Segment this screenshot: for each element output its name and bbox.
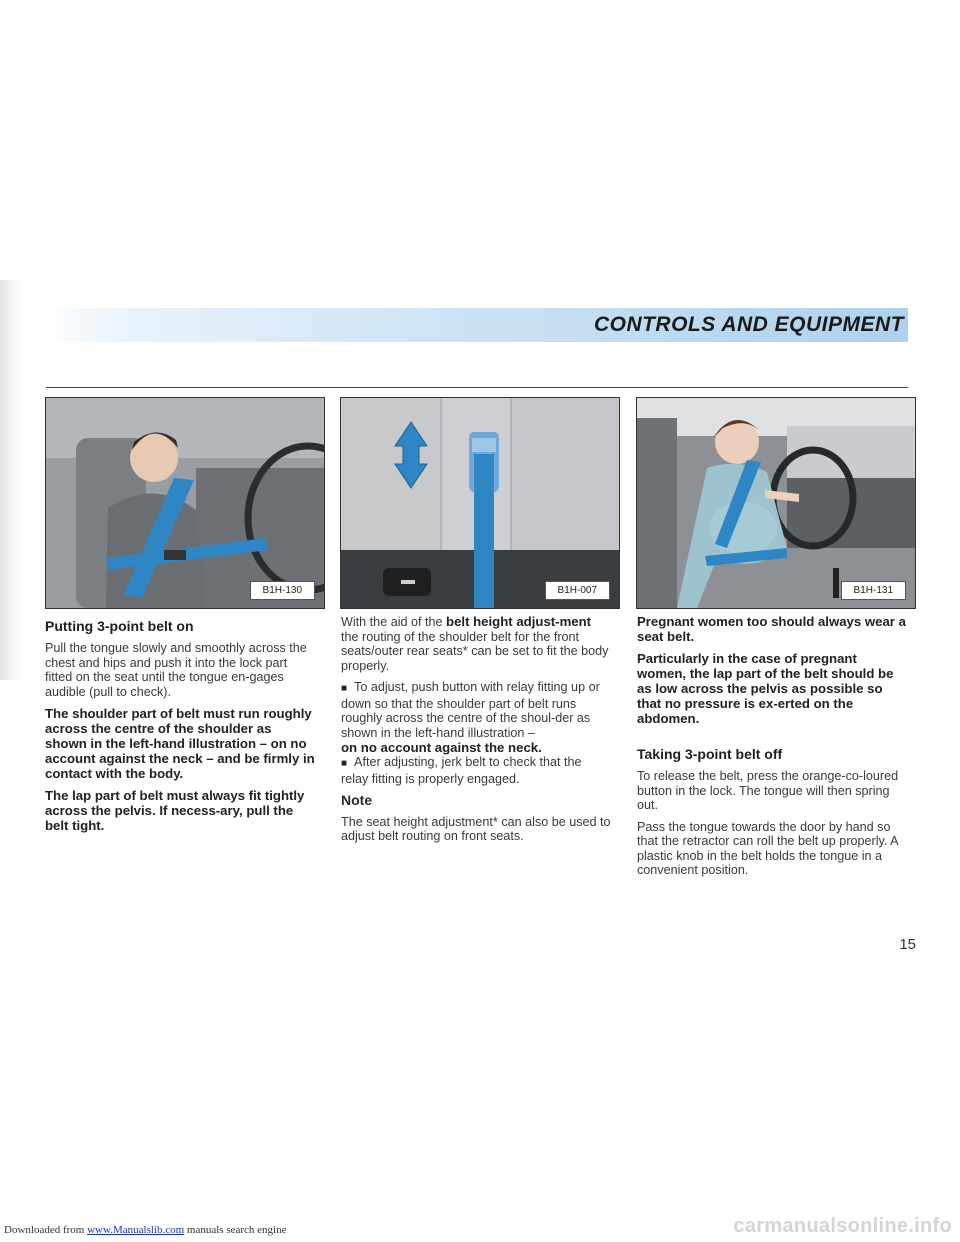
heading-pregnant-women: Pregnant women too should always wear a seat belt.: [637, 614, 906, 644]
column-belt-height: [341, 614, 611, 851]
pregnant-driver-illustration-icon: [637, 398, 915, 608]
column-pregnant-women: [637, 614, 907, 885]
figure-seat-belt: [45, 397, 325, 609]
page-number: 15: [899, 936, 916, 953]
body-release-belt: To release the belt, press the orange-co-loured button in the lock. The tongue will then spring out.: [637, 769, 899, 812]
bullet-square-icon: [341, 680, 354, 694]
warning-lap-belt: The lap part of belt must always fit tightly across the pelvis. If necess-ary, pull the belt tight.: [45, 788, 305, 833]
note-heading: Note: [341, 792, 373, 808]
heading-taking-belt-off: Taking 3-point belt off: [637, 746, 783, 762]
warning-pregnant-lap-belt: Particularly in the case of pregnant women, the lap part of the belt should be as low across the pelvis as possible so that no pressure is ex-erted on the abdomen.: [637, 651, 894, 726]
intro-text-post: the routing of the shoulder belt for the front seats/outer rear seats* can be set to fit the body properly.: [341, 629, 609, 673]
intro-text-pre: With the aid of the: [341, 615, 447, 629]
figure-label: B1H-131: [841, 581, 906, 600]
figure-label: B1H-007: [545, 581, 610, 600]
intro-belt-height: [341, 614, 611, 673]
bullet-adjust: [341, 680, 611, 786]
warning-shoulder-belt: The shoulder part of belt must run roughly across the centre of the shoulder as shown in the left-hand illustration – on no account against the neck – and be firmly in contact with the body.: [45, 706, 315, 781]
manualslib-link[interactable]: www.Manualslib.com: [87, 1224, 185, 1236]
body-pass-tongue: Pass the tongue towards the door by hand so that the retractor can roll the belt up properly. A plastic knob in the belt holds the tongue in a convenient position.: [637, 819, 898, 877]
bullet-square-icon: [341, 755, 354, 769]
bullet-check-text: After adjusting, jerk belt to check that the relay fitting is properly engaged.: [341, 755, 582, 786]
download-footer: [4, 1224, 286, 1236]
figure-label: B1H-130: [250, 581, 315, 600]
bullet-adjust-text: To adjust, push button with relay fitting up or down so that the shoulder part of belt runs roughly across the centre of the shoul-der as shown in the left-hand illustration –: [341, 680, 600, 740]
footer-prefix: Downloaded from: [4, 1224, 88, 1236]
header-rule: [46, 387, 908, 388]
watermark: carmanualsonline.info: [733, 1215, 952, 1237]
bullet-adjust-warning: on no account against the neck.: [341, 740, 542, 755]
figure-belt-height: [340, 397, 620, 609]
belt-height-adjuster-illustration-icon: [341, 398, 619, 608]
intro-text-bold: belt height adjust-ment: [446, 614, 592, 629]
footer-suffix: manuals search engine: [184, 1224, 287, 1236]
column-putting-belt-on: [45, 618, 315, 840]
figure-pregnant-driver: [636, 397, 916, 609]
section-title: CONTROLS AND EQUIPMENT: [593, 313, 904, 336]
page-edge-shadow: [0, 280, 22, 680]
heading-putting-belt-on: Putting 3-point belt on: [45, 618, 194, 634]
note-body: The seat height adjustment* can also be used to adjust belt routing on front seats.: [341, 814, 611, 843]
seat-belt-illustration-icon: [46, 398, 324, 608]
body-putting-belt-on: Pull the tongue slowly and smoothly across the chest and hips and push it into the lock part fitted on the seat until the tongue en-gages audible (pull to check).: [45, 641, 307, 699]
